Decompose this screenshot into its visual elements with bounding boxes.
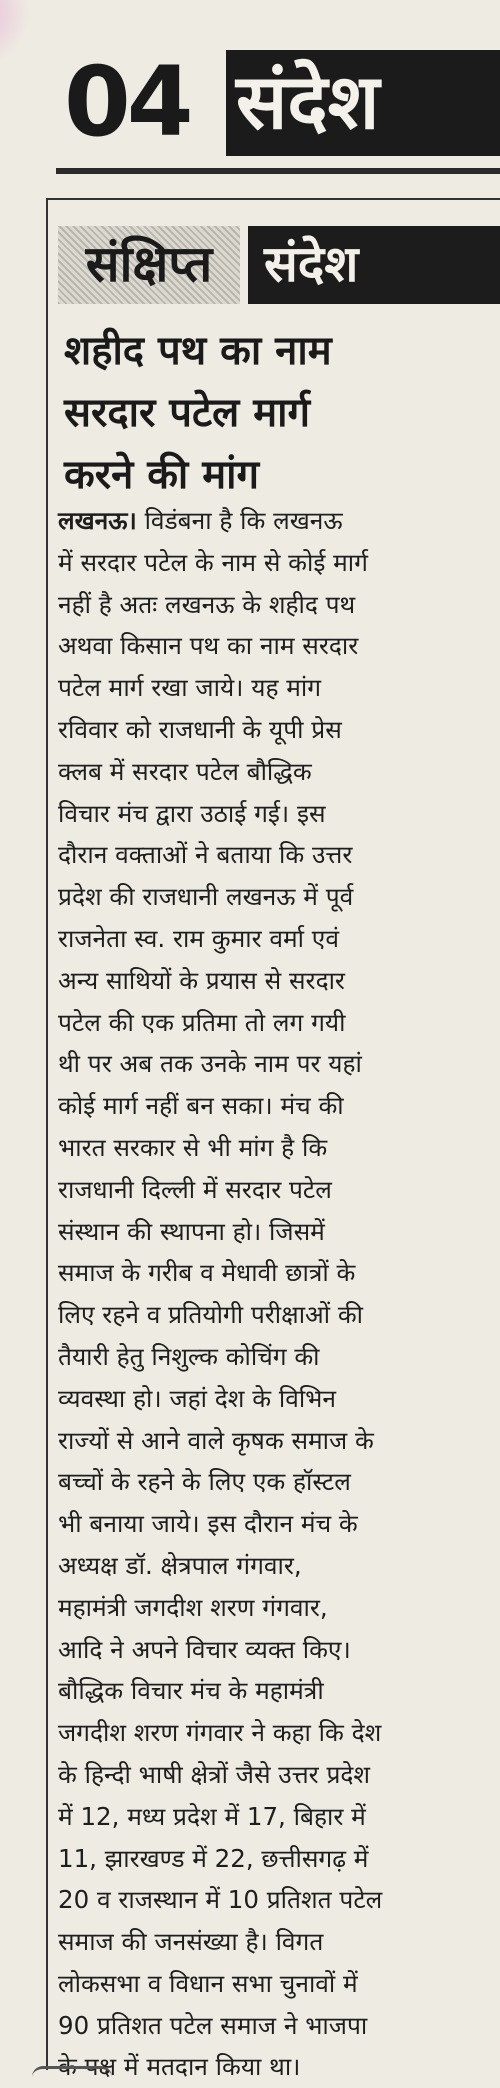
headline-line: करने की मांग [64,452,260,498]
body-line: महामंत्री जगदीश शरण गंगवार, [58,1592,328,1622]
body-line: थी पर अब तक उनके नाम पर यहां [58,1049,362,1079]
body-line: लिए रहने व प्रतियोगी परीक्षाओं की [58,1300,364,1330]
body-line: कोई मार्ग नहीं बन सका। मंच की [58,1091,344,1121]
dateline: लखनऊ। [58,506,137,535]
masthead-rule [56,168,500,174]
article-headline [64,320,494,506]
article-body [58,500,498,2088]
body-line: भी बनाया जाये। इस दौरान मंच के [58,1509,358,1539]
body-line: क्लब में सरदार पटेल बौद्धिक [58,756,312,786]
body-line: के हिन्दी भाषी क्षेत्रों जैसे उत्तर प्रदेश [58,1759,371,1789]
body-line: अन्य साथियों के प्रयास से सरदार [58,965,345,995]
body-line: 11, झारखण्ड में 22, छत्तीसगढ़ में [58,1843,369,1873]
body-line: 90 प्रतिशत पटेल समाज ने भाजपा [58,2010,368,2040]
body-line: में 12, मध्य प्रदेश में 17, बिहार में [58,1801,366,1831]
body-text-fragment: विडंबना है कि लखनऊ [136,506,343,535]
body-line: नहीं है अतः लखनऊ के शहीद पथ [58,589,356,619]
body-line [58,500,498,542]
body-line: पटेल की एक प्रतिमा तो लग गयी [58,1007,346,1037]
body-line: भारत सरकार से भी मांग है कि [58,1132,328,1162]
masthead-title-box [226,50,500,156]
body-line: पटेल मार्ग रखा जाये। यह मांग [58,673,322,703]
section-title-box [248,226,500,304]
section-title: संदेश [264,235,359,293]
body-line: के पक्ष में मतदान किया था। [58,2052,301,2082]
body-line: दौरान वक्ताओं ने बताया कि उत्तर [58,840,353,870]
body-line: जगदीश शरण गंगवार ने कहा कि देश [58,1718,382,1748]
section-label: संक्षिप्त [85,235,213,293]
body-line: 20 व राजस्थान में 10 प्रतिशत पटेल [58,1885,383,1915]
masthead-title: संदेश [236,57,380,146]
next-article-mark [32,2066,112,2077]
body-line: राजधानी दिल्ली में सरदार पटेल [58,1174,332,1204]
column-top-rule [46,198,500,200]
page-number: 04 [64,46,190,158]
body-line: राज्यों से आने वाले कृषक समाज के [58,1425,374,1455]
body-line: रविवार को राजधानी के यूपी प्रेस [58,714,342,744]
body-line: प्रदेश की राजधानी लखनऊ में पूर्व [58,882,354,912]
body-line: में सरदार पटेल के नाम से कोई मार्ग [58,547,368,577]
section-label-box [58,226,240,304]
body-line: व्यवस्था हो। जहां देश के विभिन [58,1383,336,1413]
body-line: बौद्धिक विचार मंच के महामंत्री [58,1676,324,1706]
body-line: समाज की जनसंख्या है। विगत [58,1927,324,1957]
headline-line: सरदार पटेल मार्ग [64,390,311,436]
page-masthead [56,42,500,162]
body-line: बच्चों के रहने के लिए एक हॉस्टल [58,1467,351,1497]
section-header [58,226,500,304]
body-line: समाज के गरीब व मेधावी छात्रों के [58,1258,356,1288]
body-line: राजनेता स्व. राम कुमार वर्मा एवं [58,923,339,953]
body-line: विचार मंच द्वारा उठाई गई। इस [58,798,326,828]
body-line: आदि ने अपने विचार व्यक्त किए। [58,1634,351,1664]
body-line: संस्थान की स्थापना हो। जिसमें [58,1216,325,1246]
body-line: लोकसभा व विधान सभा चुनावों में [58,1968,358,1998]
column-left-rule [46,200,48,2070]
body-line: अध्यक्ष डॉ. क्षेत्रपाल गंगवार, [58,1550,302,1580]
headline-line: शहीद पथ का नाम [64,328,332,374]
body-line: अथवा किसान पथ का नाम सरदार [58,631,359,661]
page-edge-tint [0,0,30,70]
body-line: तैयारी हेतु निशुल्क कोचिंग की [58,1341,320,1371]
